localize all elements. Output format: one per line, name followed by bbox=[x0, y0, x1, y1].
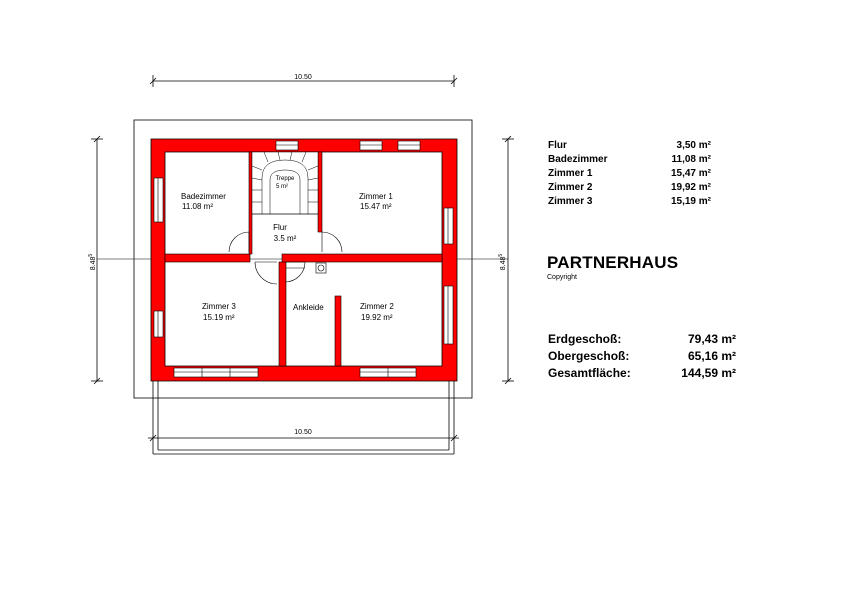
dimension-bottom-label: 10.50 bbox=[294, 429, 312, 436]
dimension-left-label: 8.48$^5$ bbox=[88, 253, 97, 271]
area-row bbox=[548, 181, 711, 195]
room-treppe-name: Treppe bbox=[275, 176, 295, 182]
room-zimmer2-name: Zimmer 2 bbox=[360, 302, 394, 311]
dimension-right-label: 8.48$^5$ bbox=[498, 253, 507, 271]
room-flur-name: Flur bbox=[273, 223, 287, 232]
area-row bbox=[548, 153, 711, 167]
room-zimmer1-area: 15.47 m² bbox=[360, 202, 392, 211]
area-label: Zimmer 3 bbox=[548, 196, 593, 207]
copyright-note: Copyright bbox=[547, 274, 577, 281]
room-zimmer2-area: 19.92 m² bbox=[361, 313, 393, 322]
house-title: PARTNERHAUS bbox=[547, 253, 679, 272]
totals-value: 65,16 m² bbox=[687, 349, 736, 363]
area-row bbox=[548, 195, 711, 209]
totals-value: 79,43 m² bbox=[687, 332, 736, 346]
area-value: 15,19 m² bbox=[670, 196, 711, 207]
totals-label: Obergeschoß: bbox=[548, 349, 630, 363]
room-badezimmer-area: 11.08 m² bbox=[182, 202, 213, 211]
totals-row bbox=[548, 365, 736, 382]
area-label: Zimmer 2 bbox=[548, 182, 593, 193]
area-value: 15,47 m² bbox=[670, 168, 711, 179]
area-label: Badezimmer bbox=[548, 154, 608, 165]
area-value: 19,92 m² bbox=[670, 182, 711, 193]
totals-row bbox=[548, 348, 736, 365]
area-label: Flur bbox=[548, 140, 567, 151]
totals-value: 144,59 m² bbox=[681, 366, 736, 380]
room-zimmer1-name: Zimmer 1 bbox=[359, 192, 393, 201]
area-value: 3,50 m² bbox=[676, 140, 711, 151]
room-flur-area: 3.5 m² bbox=[273, 234, 297, 243]
area-table bbox=[548, 139, 711, 209]
dimension-top-label: 10.50 bbox=[294, 74, 312, 81]
balcony-outline bbox=[153, 381, 454, 454]
totals-table bbox=[548, 331, 736, 382]
totals-label: Gesamtfläche: bbox=[548, 366, 631, 380]
area-label: Zimmer 1 bbox=[548, 168, 593, 179]
room-ankleide-name: Ankleide bbox=[293, 303, 324, 312]
room-zimmer3-area: 15.19 m² bbox=[203, 313, 235, 322]
totals-row bbox=[548, 331, 736, 348]
room-zimmer3-name: Zimmer 3 bbox=[202, 302, 236, 311]
area-row bbox=[548, 139, 711, 153]
staircase bbox=[252, 152, 318, 214]
totals-label: Erdgeschoß: bbox=[548, 332, 622, 346]
area-row bbox=[548, 167, 711, 181]
area-value: 11,08 m² bbox=[671, 154, 711, 165]
room-treppe-area: 5 m² bbox=[276, 184, 288, 190]
dimension-right bbox=[472, 136, 514, 384]
room-badezimmer-name: Badezimmer bbox=[181, 192, 226, 201]
